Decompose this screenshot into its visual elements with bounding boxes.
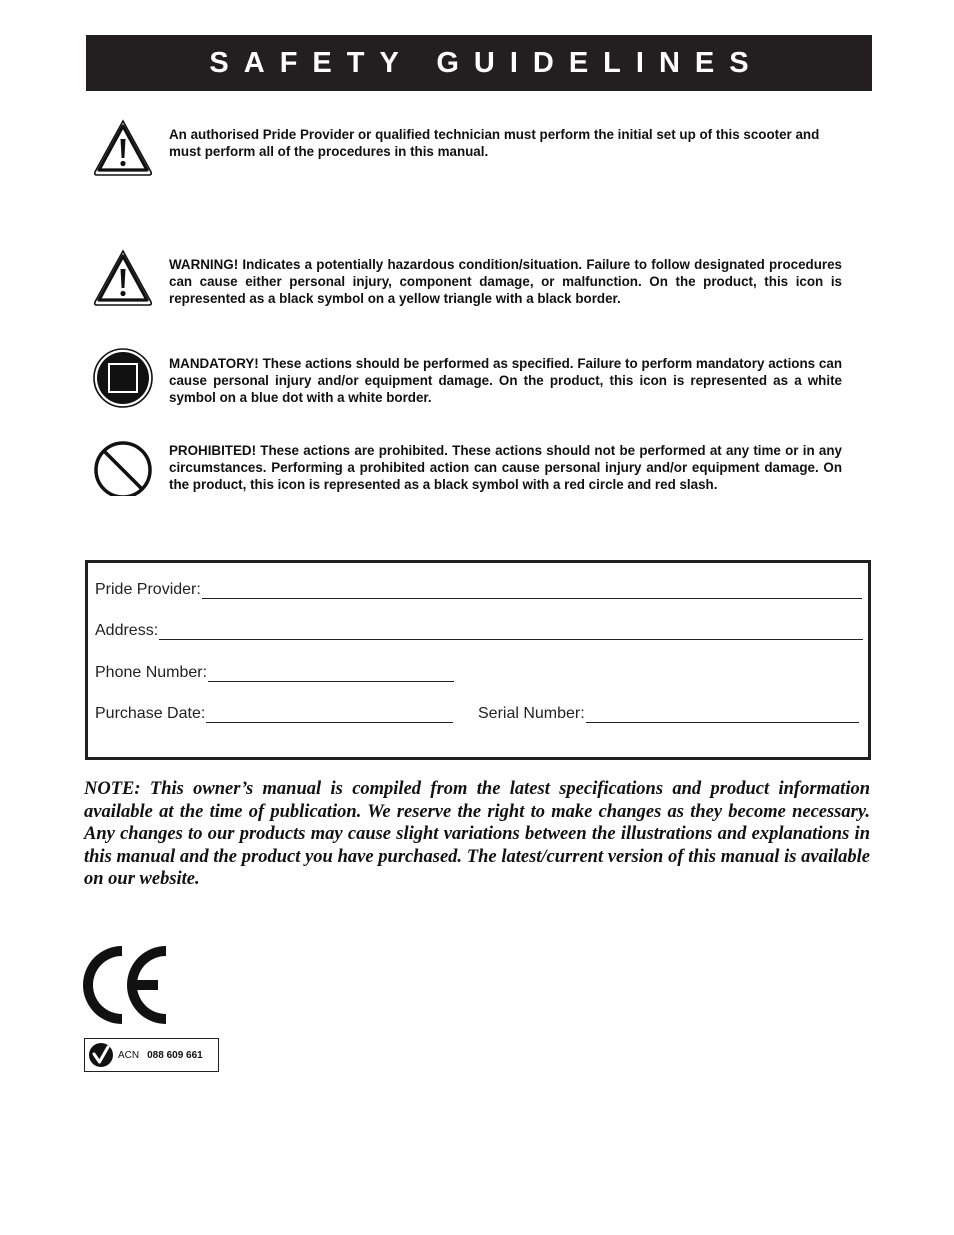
- dealer-info-form: [85, 560, 871, 760]
- purchase-date-field[interactable]: [206, 708, 453, 723]
- notice-text: MANDATORY! These actions should be performed as specified. Failure to perform mandatory actions can cause personal injury and/or equipment damage. On the product, this icon is represented as a white symbol on a blue dot with a white border.: [169, 356, 842, 405]
- purchase-date-label: Purchase Date:: [95, 705, 206, 722]
- prohibited-icon: [92, 434, 154, 496]
- provider-field-row: [95, 581, 862, 599]
- provider-label: Pride Provider:: [95, 581, 201, 598]
- check-mark-icon: [89, 1043, 113, 1067]
- notice-text: An authorised Pride Provider or qualified technician must perform the initial set up of this scooter and must perform all of the procedures in this manual.: [169, 127, 820, 159]
- header-bar: [86, 35, 872, 91]
- mandatory-icon: [92, 347, 154, 409]
- phone-field[interactable]: [208, 667, 454, 682]
- acn-badge: [84, 1038, 219, 1072]
- address-label: Address:: [95, 622, 159, 639]
- warning-triangle-icon: [92, 248, 154, 310]
- notice-text: PROHIBITED! These actions are prohibited. These actions should not be performed at any time or in any circumstances. Performing a prohibited action can cause personal injury and/or equipment damage. On the product, this icon is represented as a black symbol with a red circle and red slash.: [169, 443, 842, 492]
- notice-text: WARNING! Indicates a potentially hazardous condition/situation. Failure to follow designated procedures can cause either personal injury, component damage, or malfunction. On the product, this icon is represented as a black symbol on a yellow triangle with a black border.: [169, 257, 842, 306]
- page-title: SAFETY GUIDELINES: [209, 46, 764, 79]
- acn-label: ACN: [118, 1049, 140, 1061]
- ce-mark-icon: [82, 944, 170, 1026]
- phone-field-row: [95, 664, 454, 682]
- acn-number: 088 609 661: [147, 1049, 203, 1061]
- provider-field[interactable]: [202, 584, 862, 599]
- serial-number-label: Serial Number:: [478, 705, 585, 722]
- serial-number-field-row: [478, 705, 859, 723]
- purchase-date-field-row: [95, 705, 453, 723]
- manual-note: NOTE: This owner’s manual is compiled from the latest specifications and product information available at the time of publication. We reserve the right to make changes as they become necessary. Any changes to our products may cause slight variations between the illustrations and explanations in this manual and the product you have purchased. The latest/current version of this manual is available on our website.: [84, 779, 870, 889]
- address-field-row: [95, 622, 863, 640]
- warning-triangle-icon: [92, 118, 154, 180]
- address-field[interactable]: [159, 625, 863, 640]
- phone-label: Phone Number:: [95, 664, 208, 681]
- serial-number-field[interactable]: [586, 708, 859, 723]
